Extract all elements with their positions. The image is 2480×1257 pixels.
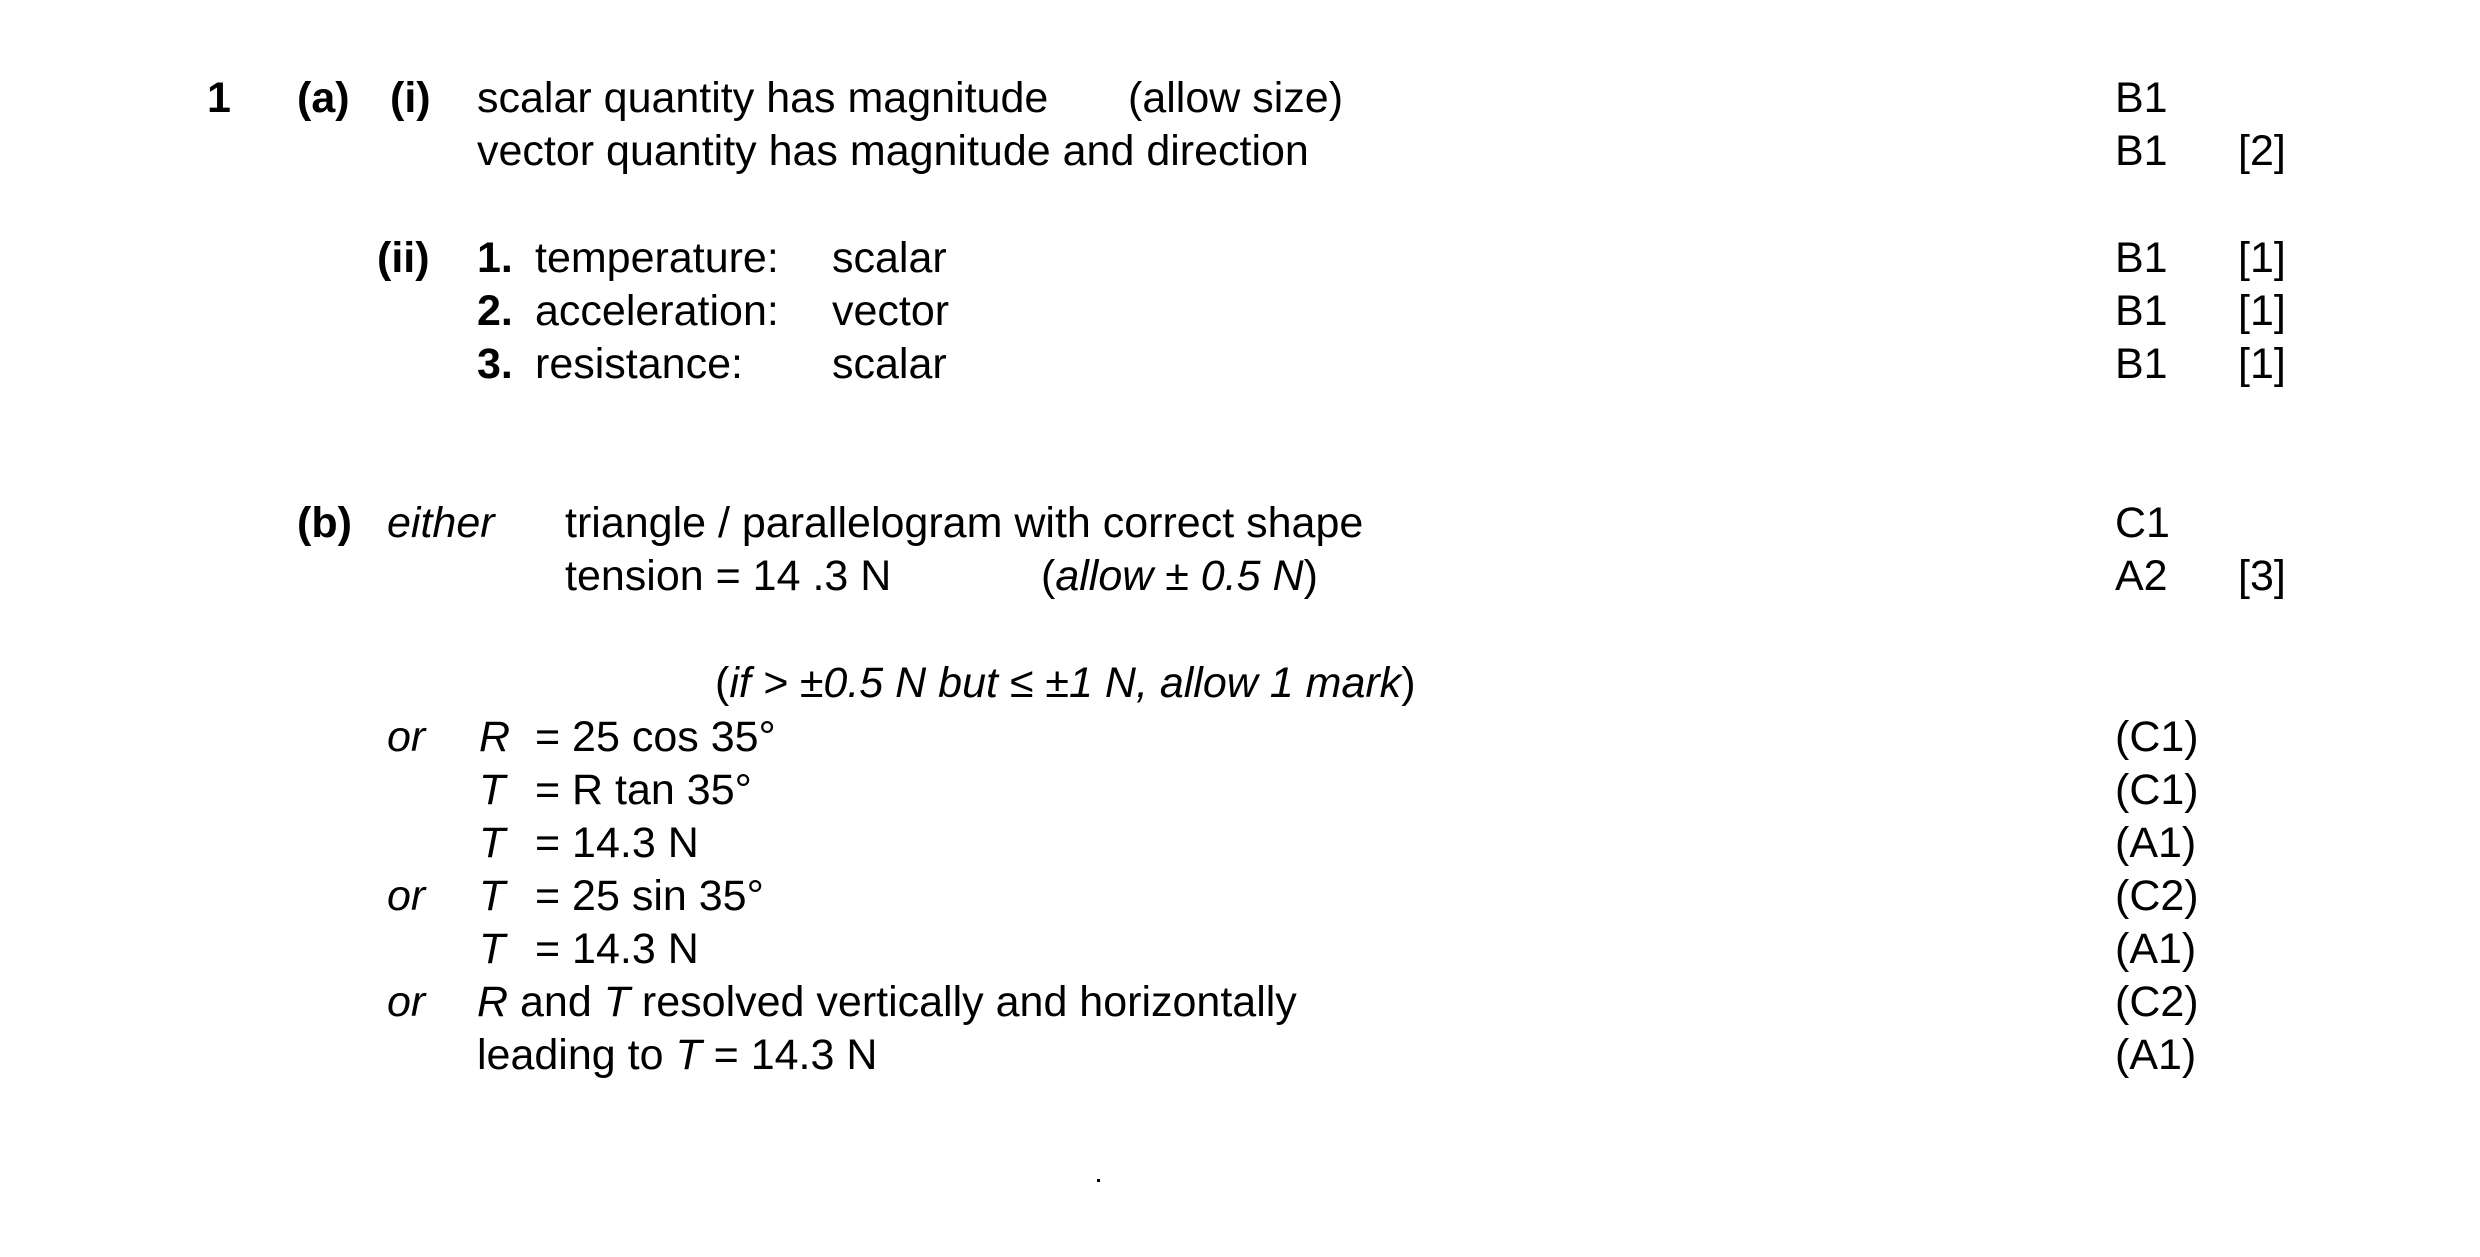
mark-code: (C2): [2115, 872, 2199, 920]
item-quantity: temperature:: [535, 234, 779, 282]
mark-total: [1]: [2238, 234, 2286, 282]
mark-code: B1: [2115, 74, 2168, 122]
equation: = 25 sin 35°: [535, 872, 764, 920]
or-word: or: [387, 978, 426, 1026]
either-line1: triangle / parallelogram with correct shape: [565, 499, 1364, 547]
symbol: T: [479, 766, 506, 814]
sub-ii-label: (ii): [377, 234, 430, 282]
item-number: 3.: [477, 340, 513, 388]
part-b-label: (b): [297, 499, 352, 547]
mark-total: [1]: [2238, 287, 2286, 335]
equation: = R tan 35°: [535, 766, 752, 814]
either-line2-note: (allow ± 0.5 N): [1041, 552, 1318, 600]
sub-i-line1-note: (allow size): [1128, 74, 1344, 122]
or-word: or: [387, 872, 426, 920]
method4-line1: R and T resolved vertically and horizontally: [477, 978, 1297, 1026]
item-answer: scalar: [832, 234, 947, 282]
sub-i-line2: vector quantity has magnitude and direction: [477, 127, 1309, 175]
sub-i-label: (i): [390, 74, 431, 122]
either-word: either: [387, 499, 495, 547]
mark-code: (A1): [2115, 819, 2197, 867]
part-a-label: (a): [297, 74, 350, 122]
mark-code: B1: [2115, 340, 2168, 388]
mark-total: [3]: [2238, 552, 2286, 600]
symbol: R: [479, 713, 511, 761]
mark-code: C1: [2115, 499, 2170, 547]
item-answer: scalar: [832, 340, 947, 388]
method4-line2: leading to T = 14.3 N: [477, 1031, 878, 1079]
symbol: T: [479, 925, 506, 973]
item-quantity: acceleration:: [535, 287, 779, 335]
sub-i-line1: scalar quantity has magnitude: [477, 74, 1049, 122]
equation: = 14.3 N: [535, 925, 699, 973]
mark-total: [2]: [2238, 127, 2286, 175]
mark-code: B1: [2115, 127, 2168, 175]
mark-code: (C1): [2115, 766, 2199, 814]
item-number: 1.: [477, 234, 513, 282]
mark-code: (A1): [2115, 925, 2197, 973]
question-number: 1: [207, 74, 231, 122]
page-speck: [1097, 1179, 1100, 1182]
equation: = 14.3 N: [535, 819, 699, 867]
equation: = 25 cos 35°: [535, 713, 776, 761]
item-number: 2.: [477, 287, 513, 335]
mark-code: A2: [2115, 552, 2168, 600]
mark-code: (A1): [2115, 1031, 2197, 1079]
tolerance-note: (if > ±0.5 N but ≤ ±1 N, allow 1 mark): [715, 659, 1416, 707]
mark-code: (C1): [2115, 713, 2199, 761]
or-word: or: [387, 713, 426, 761]
symbol: T: [479, 819, 506, 867]
mark-total: [1]: [2238, 340, 2286, 388]
item-quantity: resistance:: [535, 340, 743, 388]
mark-code: B1: [2115, 234, 2168, 282]
symbol: T: [479, 872, 506, 920]
item-answer: vector: [832, 287, 950, 335]
mark-code: B1: [2115, 287, 2168, 335]
either-line2: tension = 14 .3 N: [565, 552, 892, 600]
mark-code: (C2): [2115, 978, 2199, 1026]
